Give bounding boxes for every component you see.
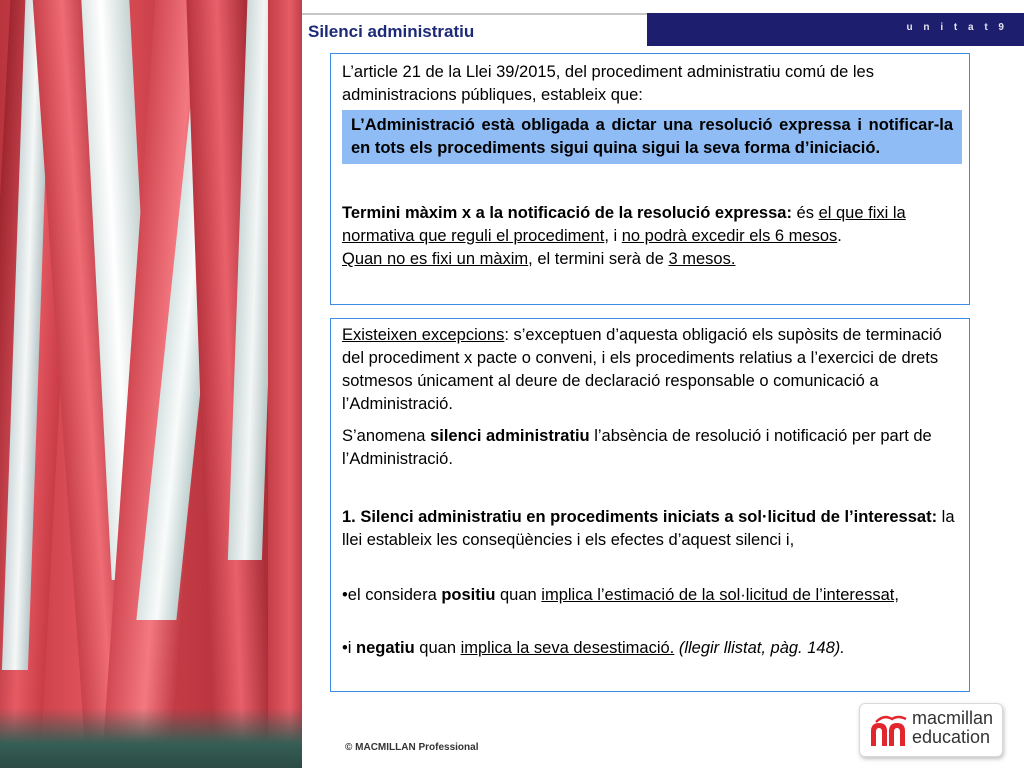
bold-term: positiu <box>441 586 496 604</box>
underlined-text: implica l’estimació de la sol·licitud de l’interessat, <box>541 586 899 604</box>
photo-floor <box>0 708 302 768</box>
highlighted-quote: L’Administració està obligada a dictar una resolució expressa i notificar-la en tots els procediments sigui quina sigui la seva forma d’iniciació. <box>342 110 962 164</box>
intro-paragraph: L’article 21 de la Llei 39/2015, del procediment administratiu comú de les administracions públiques, estableix que: <box>342 63 874 104</box>
underlined-text: implica la seva desestimació. <box>460 639 675 657</box>
text-run: quan <box>495 586 542 604</box>
point-one-paragraph <box>342 506 958 552</box>
bold-term: silenci administratiu <box>430 427 590 445</box>
macmillan-mark-icon <box>870 713 908 747</box>
logo-line: education <box>912 727 991 747</box>
text-run: la llei estableix les conseqüències i els efectes d’aquest silenci i, <box>342 508 955 549</box>
text-run: quan <box>414 639 461 657</box>
text-run: : s’exceptuen d’aquesta obligació els supòsits de terminació del procediment x pacte o conveni, i els procediments relatius a l’exercici de drets sotmesos únicament al deure de declaració responsable o comunicació a l’Administració. <box>342 326 942 413</box>
positive-bullet <box>342 584 958 607</box>
macmillan-logo <box>859 703 1003 757</box>
text-run: és <box>791 204 819 222</box>
negative-bullet <box>342 637 958 660</box>
underlined-text: el que fixi la normativa que reguli el procediment <box>342 204 906 245</box>
bold-term: negatiu <box>356 639 415 657</box>
article-box <box>330 53 970 305</box>
header-divider <box>302 13 648 15</box>
unit-label: u n i t a t 9 <box>906 22 1008 33</box>
italic-text: (llegir llistat, pàg. 148). <box>674 639 845 657</box>
copyright-notice: © MACMILLAN Professional <box>345 742 479 753</box>
underlined-text: Quan no es fixi un màxim <box>342 250 529 268</box>
folder-strip <box>268 0 302 768</box>
deadline-label: Termini màxim x a la notificació de la resolució expressa: <box>342 204 792 222</box>
page-title: Silenci administratiu <box>308 22 475 41</box>
definition-paragraph <box>342 425 958 471</box>
deadline-paragraph <box>342 202 958 271</box>
text-run: l’absència de resolució i notificació per part de l’Administració. <box>342 427 932 468</box>
underlined-text: Existeixen excepcions <box>342 326 505 344</box>
bold-heading: 1. Silenci administratiu en procediments iniciats a sol·licitud de l’interessat: <box>342 508 938 526</box>
text-run: •i <box>342 639 357 657</box>
text-run: •el considera <box>342 586 442 604</box>
text-run: . <box>837 227 842 245</box>
underlined-text: 3 mesos. <box>668 250 736 268</box>
unit-banner <box>647 13 1024 46</box>
exceptions-paragraph <box>342 324 958 416</box>
text-run: , el termini serà de <box>528 250 669 268</box>
text-run: S’anomena <box>342 427 431 445</box>
silence-box <box>330 318 970 692</box>
logo-wordmark <box>912 709 993 747</box>
text-run: , i <box>604 227 622 245</box>
underlined-text: no podrà excedir els 6 mesos <box>621 227 838 245</box>
folders-photo <box>0 0 302 768</box>
logo-line: macmillan <box>912 708 994 728</box>
